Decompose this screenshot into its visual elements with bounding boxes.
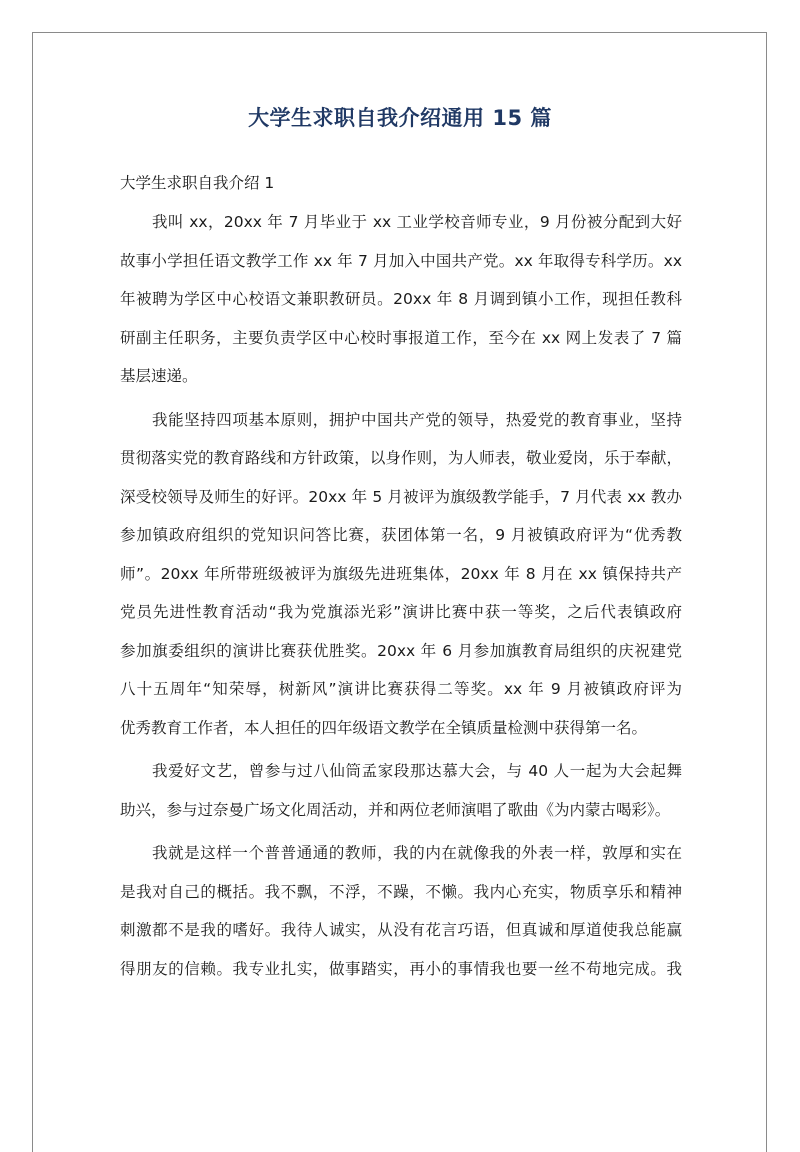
paragraph-line: 我能坚持四项基本原则，拥护中国共产党的领导，热爱党的教育事业，坚持 <box>152 410 682 429</box>
paragraph-line: 深受校领导及师生的好评。20xx 年 5 月被评为旗级教学能手，7 月代表 xx 教办 <box>120 487 682 506</box>
paragraph-line: 基层速递。 <box>120 367 198 385</box>
paragraph-4 <box>120 834 682 988</box>
document-body <box>120 164 682 988</box>
paragraph-line: 我叫 xx，20xx 年 7 月毕业于 xx 工业学校音师专业，9 月份被分配到大好 <box>152 213 682 231</box>
paragraph-line: 故事小学担任语文教学工作 xx 年 7 月加入中国共产党。xx 年取得专科学历。xx <box>120 251 682 270</box>
paragraph-line: 师”。20xx 年所带班级被评为旗级先进班集体，20xx 年 8 月在 xx 镇保持共产 <box>120 564 682 583</box>
paragraph-2 <box>120 401 682 748</box>
paragraph-line: 我爱好文艺，曾参与过八仙筒孟家段那达慕大会，与 40 人一起为大会起舞 <box>152 762 682 780</box>
document-title: 大学生求职自我介绍通用 15 篇 <box>248 106 552 130</box>
paragraph-3 <box>120 752 682 829</box>
paragraph-line: 贯彻落实党的教育路线和方针政策，以身作则，为人师表，敬业爱岗，乐于奉献， <box>120 449 682 467</box>
paragraph-line: 助兴，参与过奈曼广场文化周活动，并和两位老师演唱了歌曲《为内蒙古喝彩》。 <box>120 800 671 819</box>
paragraph-line: 参加旗委组织的演讲比赛获优胜奖。20xx 年 6 月参加旗教育局组织的庆祝建党 <box>120 641 682 660</box>
paragraph-line: 得朋友的信赖。我专业扎实，做事踏实，再小的事情我也要一丝不苟地完成。我 <box>120 959 682 978</box>
paragraph-line: 是我对自己的概括。我不飘，不浮，不躁，不懒。我内心充实，物质享乐和精神 <box>120 882 682 901</box>
paragraph-line: 研副主任职务，主要负责学区中心校时事报道工作，至今在 xx 网上发表了 7 篇 <box>120 328 682 347</box>
paragraph-1 <box>120 203 682 396</box>
paragraph-line: 年被聘为学区中心校语文兼职教研员。20xx 年 8 月调到镇小工作，现担任教科 <box>120 290 682 308</box>
paragraph-line: 我就是这样一个普普通通的教师，我的内在就像我的外表一样，敦厚和实在 <box>152 844 682 862</box>
section-heading: 大学生求职自我介绍 1 <box>120 174 275 192</box>
paragraph-line: 党员先进性教育活动“我为党旗添光彩”演讲比赛中获一等奖，之后代表镇政府 <box>120 603 682 621</box>
paragraph-line: 八十五周年“知荣辱，树新风”演讲比赛获得二等奖。xx 年 9 月被镇政府评为 <box>120 680 682 698</box>
paragraph-line: 优秀教育工作者，本人担任的四年级语文教学在全镇质量检测中获得第一名。 <box>120 718 648 737</box>
paragraph-line: 参加镇政府组织的党知识问答比赛，获团体第一名，9 月被镇政府评为“优秀教 <box>120 526 682 544</box>
paragraph-line: 刺激都不是我的嗜好。我待人诚实，从没有花言巧语，但真诚和厚道使我总能赢 <box>120 921 682 939</box>
